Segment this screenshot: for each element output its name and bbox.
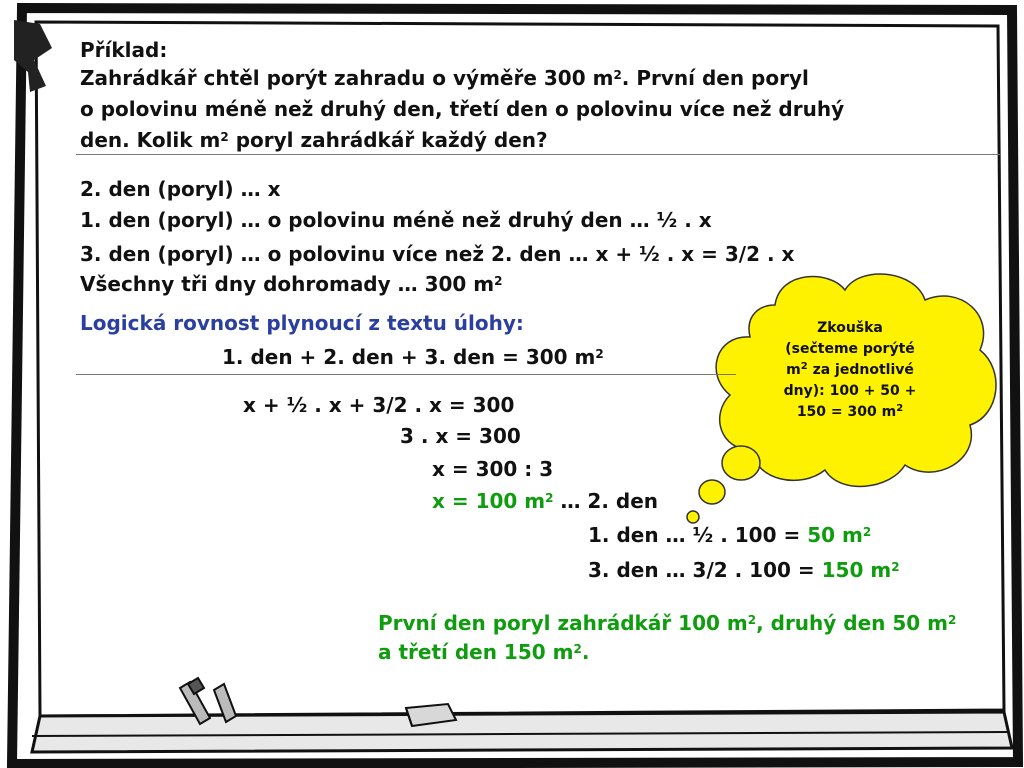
divider (76, 154, 1000, 155)
logic-heading: Logická rovnost plynoucí z textu úlohy: (80, 311, 524, 335)
logic-equation: 1. den + 2. den + 3. den = 300 $m^2$ (222, 345, 604, 369)
solution-eq-3: x = 300 : 3 (432, 457, 554, 481)
divider (76, 374, 736, 375)
def-total: Všechny tři dny dohromady … 300 $m^2$ (80, 272, 503, 296)
example-heading: Příklad: (80, 38, 168, 62)
solution-eq-4: x = 100 $m^2$ … 2. den (432, 489, 659, 513)
answer-line-1: První den poryl zahrádkář 100 $m^2$, druhý den 50 $m^2$ (378, 611, 957, 635)
def-day-3: 3. den (poryl) … o polovinu více než 2. den … x + ½ . x = 3/2 . x (80, 242, 795, 266)
problem-line-2: o polovinu méně než druhý den, třetí den o polovinu více než druhý (80, 97, 845, 121)
check-bubble-text (755, 318, 945, 423)
check-title: Zkouška (817, 320, 883, 336)
def-day-1: 1. den (poryl) … o polovinu méně než druhý den … ½ . x (80, 208, 712, 232)
solution-day-3: 3. den … 3/2 . 100 = 150 $m^2$ (588, 558, 900, 582)
eraser-icon (400, 698, 464, 732)
problem-line-1: Zahrádkář chtěl porýt zahradu o výměře 300 $m^2$. První den poryl (80, 66, 809, 90)
check-line: (sečteme porýté (785, 341, 915, 357)
check-line: 150 = 300 $m^2$ (796, 403, 904, 420)
answer-line-2: a třetí den 150 $m^2$. (378, 640, 590, 664)
check-line: $m^2$ za jednotlivé (786, 361, 914, 378)
solution-eq-1: x + ½ . x + 3/2 . x = 300 (243, 393, 515, 417)
problem-line-3: den. Kolik $m^2$ poryl zahrádkář každý den? (80, 128, 548, 152)
solution-eq-2: 3 . x = 300 (400, 424, 521, 448)
check-line: dny): 100 + 50 + (783, 383, 917, 399)
solution-day-1: 1. den … ½ . 100 = 50 $m^2$ (588, 523, 872, 547)
def-day-2: 2. den (poryl) … x (80, 177, 281, 201)
chalk-pieces-icon (170, 660, 250, 730)
